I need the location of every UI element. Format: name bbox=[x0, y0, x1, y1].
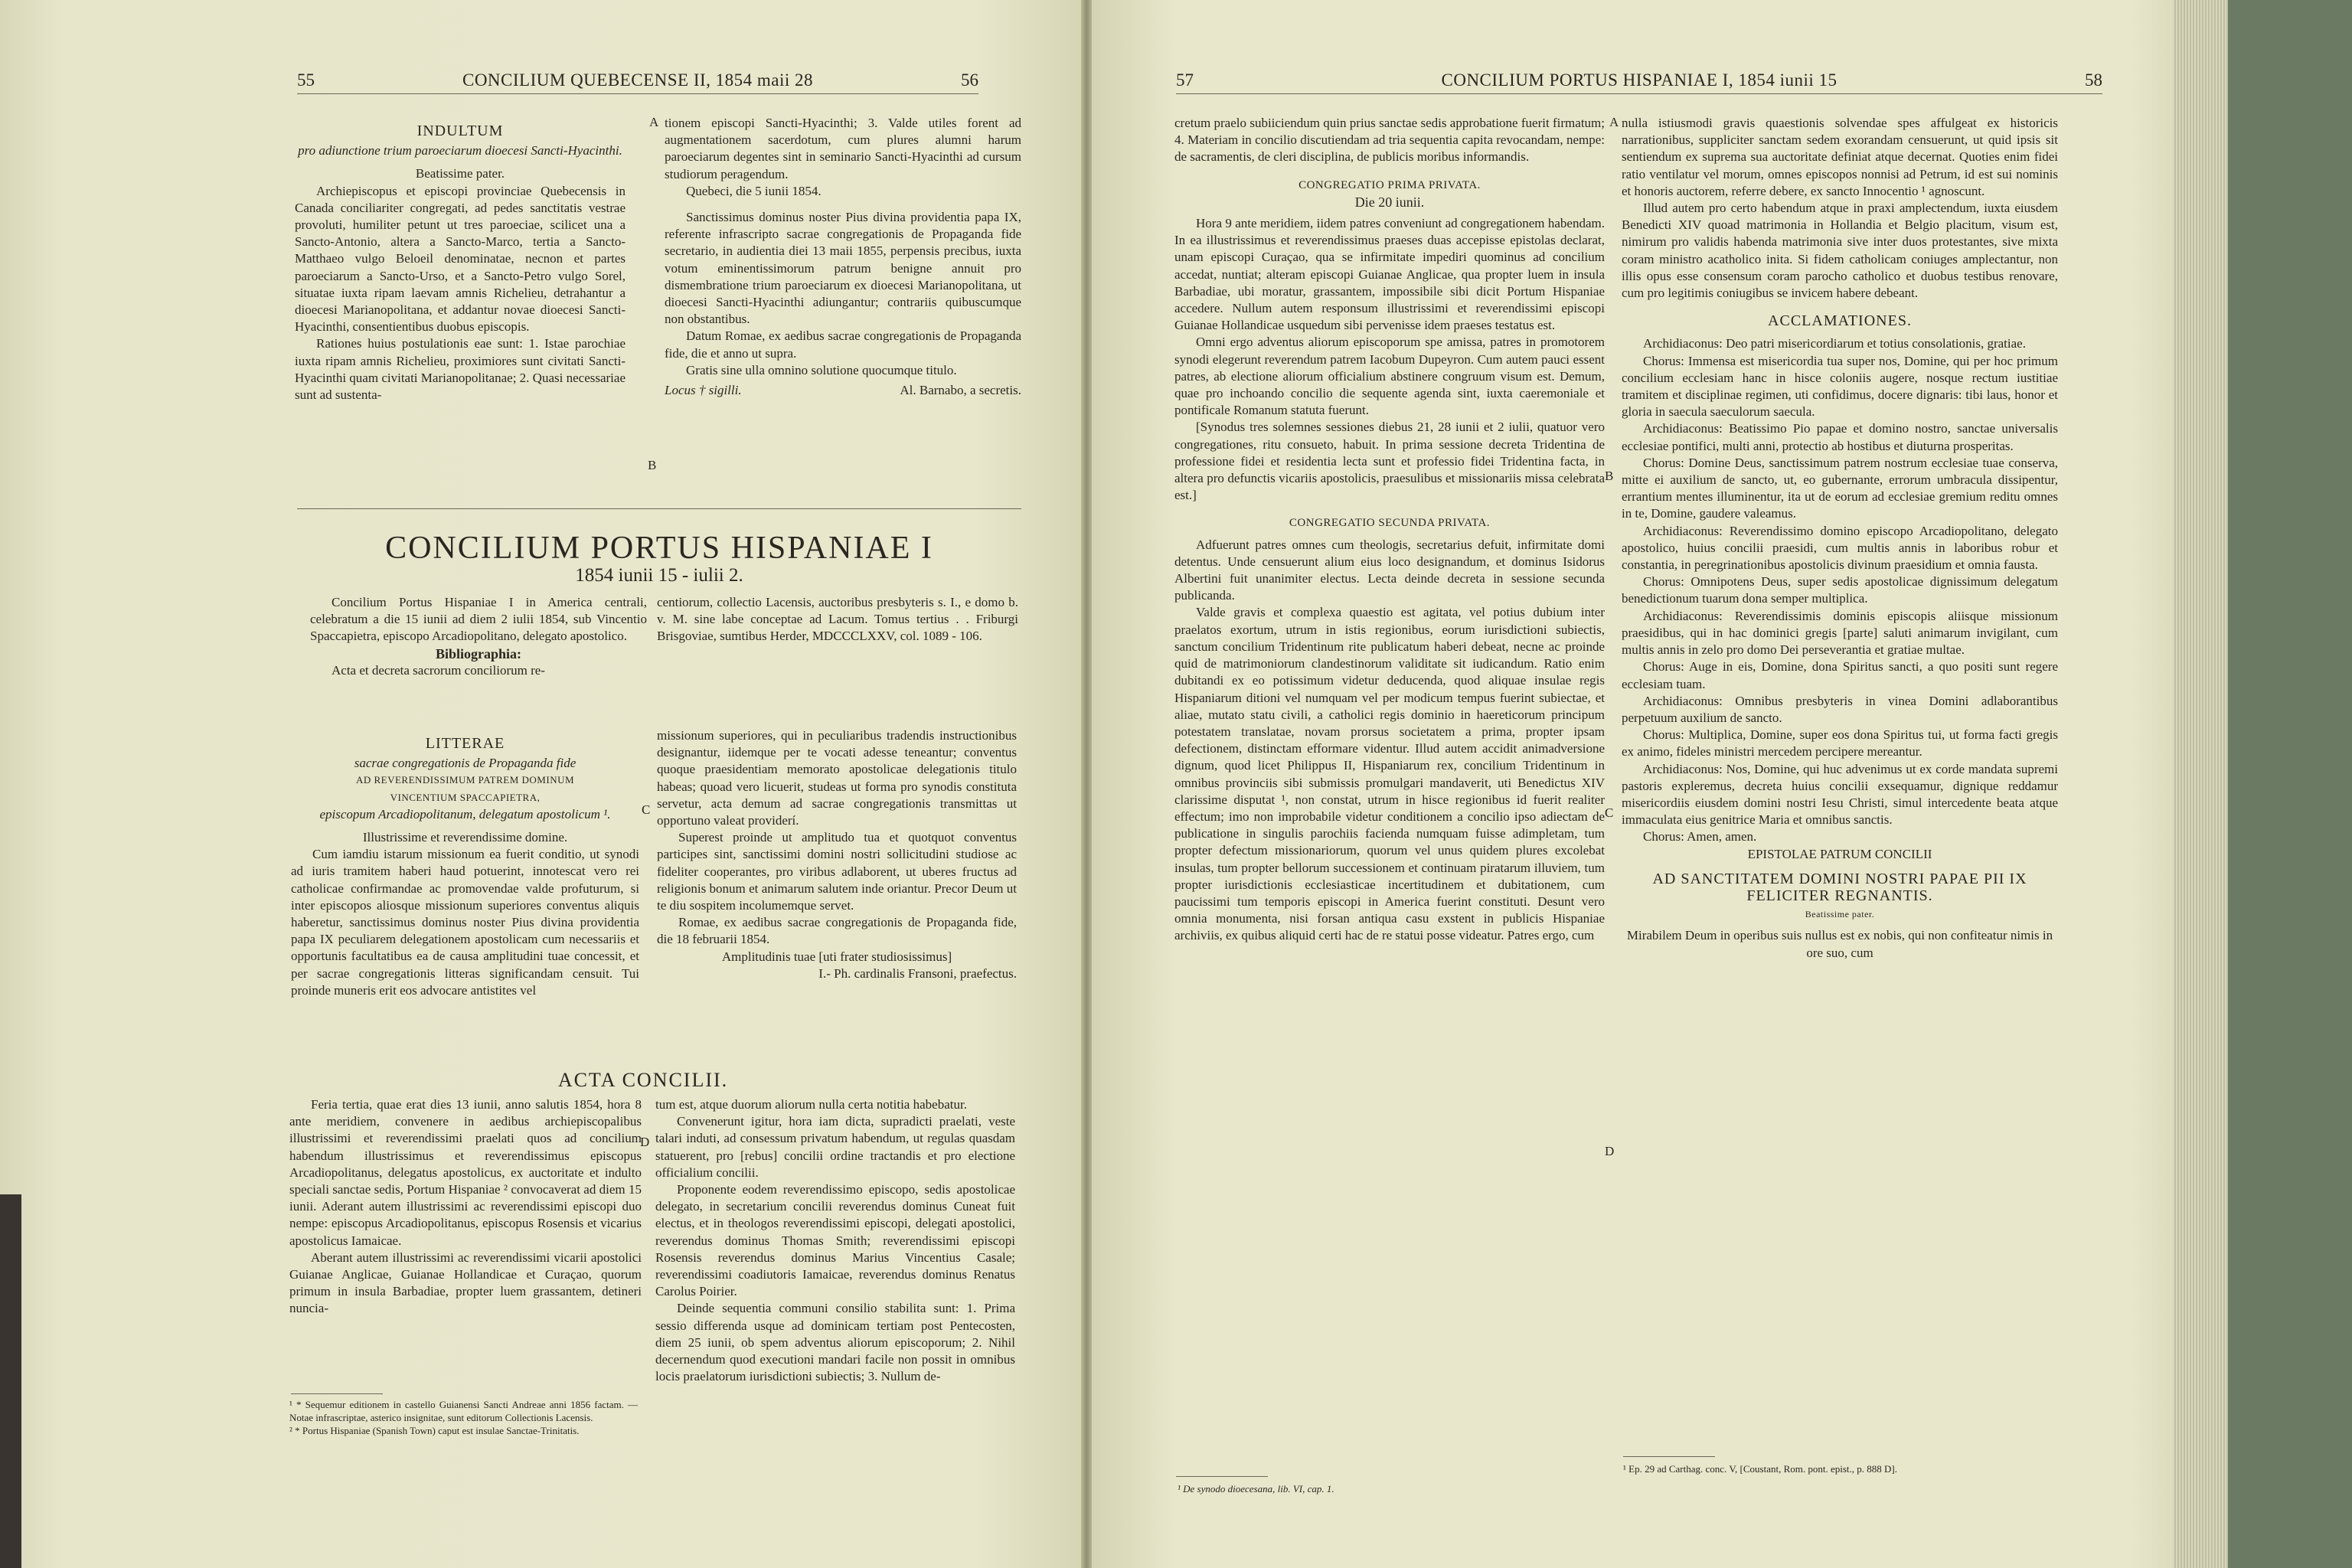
header-rule bbox=[297, 93, 978, 94]
addressee-title: episcopum Arcadiopolitanum, delegatum apostolicum ¹. bbox=[319, 806, 611, 822]
page-number: 55 bbox=[297, 70, 315, 90]
margin-letter: B bbox=[648, 458, 657, 472]
section-heading: LITTERAE bbox=[425, 735, 505, 752]
section-subheading: pro adiunctione trium paroeciarum dioecesi Sancti-Hyacinthi. bbox=[298, 143, 622, 158]
salutation: Beatissime pater. bbox=[415, 166, 505, 181]
acclamation: Archidiaconus: Reverendissimis dominis episcopis aliisque missionum praesidibus, qui in hac dominici gregis [parte] saluti animarum invigilant, cum multis annis in zelo pro domo Dei perseverantia et gratiae multae. bbox=[1622, 608, 2058, 658]
margin-letter: D bbox=[1605, 1144, 1615, 1158]
page-number: 58 bbox=[2085, 70, 2102, 90]
page-edges bbox=[2173, 0, 2228, 1568]
footnote: ¹ * Sequemur editionem in castello Guianensi Sancti Andreae anni 1856 factam. — Notae infrascriptae, asterico insignitae, sunt editorum Collectionis Lacensis. bbox=[289, 1399, 638, 1423]
paragraph: Datum Romae, ex aedibus sacrae congregationis de Propaganda fide, die et anno ut supra. bbox=[665, 328, 1021, 361]
margin-letter: C bbox=[642, 802, 651, 817]
paragraph: missionum superiores, qui in peculiaribus tradendis instructionibus designantur, iidemque per te vocati adesse teneantur; conventus quoque praesidentiam memorato apostolicae delegationis titulo habeas; quoad vero licuerit, studeas ut forma pro synodis constituta servetur, acta demum ad sacrae congregationis transmittas ut opportuno valeat providerí. bbox=[657, 728, 1017, 828]
margin-letter: D bbox=[640, 1135, 650, 1149]
margin-letter: C bbox=[1605, 805, 1614, 820]
background-surface bbox=[2228, 0, 2352, 1568]
acclamation: Archidiaconus: Reverendissimo domino episcopo Arcadiopolitano, delegato apostolico, huius concilii praesidi, cum multis annis in laboribus robur et constantia, in peregrinationibus apostolicis divinum praesidium et omnia fausta. bbox=[1622, 523, 2058, 573]
date-line: Die 20 iunii. bbox=[1354, 194, 1425, 210]
signatory: Al. Barnabo, a secretis. bbox=[900, 383, 1021, 398]
signatory: I.- Ph. cardinalis Fransoni, praefectus. bbox=[818, 965, 1017, 981]
date-line: Quebeci, die 5 iunii 1854. bbox=[686, 183, 822, 198]
acclamation: Chorus: Multiplica, Domine, super eos dona Spiritus tui, ut forma facti gregis ex animo, fideles ministri mercedem percipere mereantur. bbox=[1622, 727, 2058, 760]
paragraph: Deinde sequentia communi consilio stabilita sunt: 1. Prima sessio differenda usque ad dominicam tertiam post Pentecosten, diem 25 iunii, ob spem adventus aliorum episcoporum; 2. Nihil decernendum quod executioni mandari facile non possit in omnibus locis praelatorum iurisdictioni subiectis; 3. Nullum de- bbox=[655, 1301, 1015, 1384]
paragraph: Convenerunt igitur, hora iam dicta, supradicti praelati, veste talari induti, ad consessum privatum habendum, ut regulas quasdam statuerent, pro [rebus] concilii ordine tractandis et pro electione officialium concilii. bbox=[655, 1114, 1015, 1180]
paragraph: cretum praelo subiiciendum quin prius sanctae sedis approbatione fuerit firmatum; 4. Materiam in concilio discutiendam ad tria sequentia capita revocandam, nempe: de sacramentis, de cleri disciplina, de publicis moribus informandis. bbox=[1174, 116, 1605, 165]
paragraph: Concilium Portus Hispaniae I in America centrali, celebratum a die 15 iunii ad diem 2 iulii 1854, sub Vincentio Spaccapietra, episcopo Arcadiopolitano, delegato apostolico. bbox=[310, 595, 647, 644]
acta-heading: ACTA CONCILII. bbox=[557, 1069, 729, 1091]
paragraph: Gratis sine ulla omnino solutione quocumque titulo. bbox=[686, 362, 957, 377]
title-rule bbox=[297, 508, 1021, 509]
column-text bbox=[310, 594, 647, 679]
paragraph: Feria tertia, quae erat dies 13 iunii, anno salutis 1854, hora 8 ante meridiem, convenere in aedibus archiepiscopalibus illustrissimi et reverendissimi praelati quos ad concilium habendum illustrissimus et reverendissimus episcopus Arcadiopolitanus, delegatus apostolicus, ex auctoritate et indulto speciali sanctae sedis, Portum Hispaniae ² convocaverat ad diem 15 iunii. Aderant autem illustrissimi ac reverendissimi episcopi duo nempe: episcopus Arcadiopolitanus, episcopus Rosensis et vicarius apostolicus Iamaicae. bbox=[289, 1097, 642, 1248]
acclamation: Archidiaconus: Beatissimo Pio papae et domino nostro, sanctae universalis ecclesiae pontifici, multi anni, protectio ab hostibus et diuturna prosperitas. bbox=[1622, 421, 2058, 453]
column-text bbox=[289, 1096, 642, 1318]
signature-line bbox=[665, 382, 1021, 399]
column-text bbox=[665, 115, 1021, 399]
paragraph: Valde gravis et complexa quaestio est agitata, vel potius dubium inter praelatos exortum, utrum in istis regionibus, eorum iurisdictioni subiectis, sanctum concilium Tridentinum rite publicatum haberi debeat, necne ac proinde quid de matrimoniorum clandestinorum validitate sit iudicandum. Ratio enim dubitandi ex eo potissimum videtur deducenda, quod aliquae insulae regis Hispaniarum ditioni vel numquam vel per modicum tempus fuerint subiectae, et aliae, mutato statu civili, a catholici regis dominio in haereticorum principum potestatem translatae, novam prorsus societatem a prima, propter ipsam defectionem, distinctam efformare videntur. Illud autem accidit animadversione dignum, quod licet Philippus II, Hispaniarum rex, concilium Tridentinum in omnibus provinciis sibi submissis promulgari mandaverit, uti Benedictus XIV clarissime disputat ¹, non constat, utrum in hisce regionibus id fuerit realiter effectum; imo non improbabile videtur conditionem a concilio ipso adiectam de publicatione in singulis parochiis facienda numquam fuisse adimpletam, tum propter defectum missionariorum, quorum vel unus quidem plures excolebat insulas, tum propter bellorum successionem et continuam piratarum illuviem, tum propter iurisdictionis ecclesiasticae incertitudinem et dubitationem, cum paucissimi tum temporis episcopi in America fuerint constituti. Desunt vero omnia monumenta, nisi forsan antiqua casu exstent in publicis Hispaniae archiviis, ex quibus aliquid certi hac de re statui posse videatur. Patres ergo, cum bbox=[1174, 605, 1605, 943]
paragraph: Romae, ex aedibus sacrae congregationis de Propaganda fide, die 18 februarii 1854. bbox=[657, 915, 1017, 947]
paragraph: Aberant autem illustrissimi ac reverendissimi vicarii apostolici Guianae Anglicae, Guianae Hollandicae et Curaçao, quorum primum in insula Barbadiae, propter luem grassantem, detineri nuncia- bbox=[289, 1250, 642, 1316]
bibliography-heading: Bibliographia: bbox=[435, 645, 522, 662]
paragraph: Archiepiscopus et episcopi provinciae Quebecensis in Canada conciliariter congregati, ad pedes sanctitatis vestrae provoluti, humiliter petunt ut tres paroeciae, scilicet una a Sancto-Antonio, altera a Sancto-Marco, tertia a Sancto-Matthaeo vulgo Beloeil denominatae, necnon et partes paroeciarum a Sancto-Urso, et a Sancto-Petro vulgo Sorel, situatae iuxta ripam laevam amnis Richelieu, detrahantur a dioecesi Marianopolitana, et addantur novae dioecesi Sancti-Hyacinthi, consentientibus duobus episcopis. bbox=[295, 183, 626, 335]
paragraph: Acta et decreta sacrorum conciliorum re- bbox=[332, 662, 545, 678]
paragraph: Sanctissimus dominus noster Pius divina providentia papa IX, referente infrascripto sacrae congregationis de Propaganda fide secretario, in audientia diei 13 maii 1855, perpensis precibus, iuxta votum eminentissimorum patrum benigne annuit pro dismembratione trium paroeciarum ex dioecesi Marianopolitana, ut dioecesi Sancti-Hyacinthi adiungantur; contrariis quibuscumque non obstantibus. bbox=[665, 210, 1021, 327]
margin-letter: B bbox=[1605, 469, 1614, 483]
column-text bbox=[1622, 115, 2058, 962]
paragraph: Omni ergo adventus aliorum episcoporum spe amissa, patres in promotorem synodi elegerunt reverendum patrem Iacobum Dupeyron. Cum autem pauci essent patres, ab electione aliorum officialium abstinere congruum visum est. Demum, quae pro inchoando concilio die sequente agenda sint, iuxta caeremoniale et pontificale Romanum statuta fuerunt. bbox=[1174, 335, 1605, 418]
footnotes bbox=[289, 1398, 638, 1437]
salutation: Mirabilem Deum in operibus suis nullus est ex nobis, qui non confiteatur nimis in ore suo, cum bbox=[1626, 928, 2053, 960]
paragraph: Illud autem pro certo habendum atque in praxi amplectendum, iuxta eiusdem Benedicti XIV quoad matrimonia in Hollandia et Belgio placitum, visum est, nimirum pro validis habenda matrimonia sive inter duos protestantes, sive mixta coram ministro acatholico inita. Si fidem catholicam coniuges amplectantur, non illis opus esse consensum coram parocho catholico et duobus testibus renovare, cum pro legitimis coniugibus se invicem habere debeant. bbox=[1622, 201, 2058, 301]
footnote-rule bbox=[1176, 1476, 1268, 1477]
acclamation: Chorus: Domine Deus, sanctissimum patrem nostrum ecclesiae tuae conserva, mitte ei auxilium de sancto, ut, eo gubernante, errorum umbracula dissipentur, errantium mentes illuminentur, ita ut de eorum ad ecclesiae gremium reditu omnes in te, Domine, gaudere valeamus. bbox=[1622, 455, 2058, 521]
column-text bbox=[657, 727, 1017, 982]
running-title: CONCILIUM PORTUS HISPANIAE I, 1854 iunii 15 bbox=[1441, 70, 1838, 90]
column-text bbox=[1174, 115, 1605, 945]
paragraph: Hora 9 ante meridiem, iidem patres conveniunt ad congregationem habendam. In ea illustrissimus et reverendissimus praeses duas accepisse epistolas declarat, unam episcopi Curaçao, qua se infirmitate impediri quominus ad concilium accedat, nuntiat; alteram episcopi Guianae Anglicae, qua propter luem in insula Barbadiae, ubi moratur, grassantem, impossibile sibi dicit Portum Hispaniae accedere. Nullum autem responsum illustrissimi et reverendissimi episcopi Guianae Hollandicae usquedum sibi pervenisse idem praeses testatus est. bbox=[1174, 216, 1605, 333]
acclamation: Chorus: Immensa est misericordia tua super nos, Domine, qui per hoc primum concilium ecclesiam hanc in hisce coloniis augere, nosque rectum iustitiae tramitem et disciplinae regimen, uti confidimus, docere dignaris: tibi laus, honor et gloria in saecula saeculorum saecula. bbox=[1622, 353, 2058, 420]
page-number: 57 bbox=[1176, 70, 1194, 90]
acclamation: Archidiaconus: Deo patri misericordiarum et totius consolationis, gratiae. bbox=[1643, 336, 2026, 351]
section-heading: AD SANCTITATEM DOMINI NOSTRI PAPAE PII IX FELICITER REGNANTIS. bbox=[1652, 870, 2027, 904]
column-text bbox=[655, 1096, 1015, 1385]
paragraph: Superest proinde ut amplitudo tua et quotquot conventus participes sint, sanctissimi domini nostri sollicitudini studiose ac fideliter cooperantes, pro viribus adlaborent, ut uberes fructus ad religionis bonum et animarum salutem inde oriantur. Precor Deum ut te diu sospitem incolumemque servet. bbox=[657, 830, 1017, 913]
acclamation: Chorus: Auge in eis, Domine, dona Spiritus sancti, a quo positi sunt regere ecclesiam tuam. bbox=[1622, 659, 2058, 691]
paragraph: tum est, atque duorum aliorum nulla certa notitia habebatur. bbox=[655, 1097, 967, 1112]
footnote-rule bbox=[291, 1393, 383, 1394]
acclamation: Chorus: Omnipotens Deus, super sedis apostolicae dignissimum delegatum benedictionum tuarum dona semper multiplica. bbox=[1622, 574, 2058, 606]
paragraph: nulla istiusmodi gravis quaestionis solvendae spes affulgeat ex historicis narrationibus, suppliciter sanctam sedem exorandam censuerunt, ut quid ipsis sit sentiendum ex suprema sua auctoritate definiat atque decernat. Quoties enim fidei ratio ventilatur vel morum, omnes episcopos nonnisi ad Petrum, id est sui nominis et honoris auctorem, referre debere, ex sancto Innocentio ¹ agnoscunt. bbox=[1622, 116, 2058, 198]
paragraph: centiorum, collectio Lacensis, auctoribus presbyteris s. I., e domo b. v. M. sine labe conceptae ad Lacum. Tomus tertius . . Friburgi Brisgoviae, sumtibus Herder, MDCCCLXXV, col. 1089 - 106. bbox=[657, 595, 1018, 644]
right-page bbox=[1092, 0, 2173, 1568]
running-title: CONCILIUM QUEBECENSE II, 1854 maii 28 bbox=[462, 70, 814, 90]
column-text bbox=[657, 594, 1018, 645]
paragraph: Proponente eodem reverendissimo episcopo, sedis apostolicae delegato, in secretarium concilii reverendus dominus Cuneat fuit electus, et in theologos reverendissimi episcopi, delegati apostolici, reverendus dominus Thomas Smith; reverendissimi episcopi Rosensis reverendus dominus Marius Vincentius Casale; reverendissimi coadiutoris Iamaicae, reverendus dominus Renatus Carolus Poirier. bbox=[655, 1182, 1015, 1299]
footnote: ¹ De synodo dioecesana, lib. VI, cap. 1. bbox=[1178, 1483, 1334, 1494]
acclamation: Archidiaconus: Nos, Domine, qui huc advenimus ut ex corde mandata supremi pastoris expleremus, decreta huius concilii exsequamur, dignique reddamur misericordiis eiusdem domini nostri Iesu Christi, simul intercedente beata atque immaculata eius genitrice Maria et omnibus sanctis. bbox=[1622, 761, 2058, 828]
page-shadow bbox=[0, 1194, 21, 1568]
paragraph: [Synodus tres solemnes sessiones diebus 21, 28 iunii et 2 iulii, quatuor vero congregationes, ritu consueto, habuit. In prima sessione decreta Tridentina de professione fidei et residentia lecta sunt et professio fidei Tridentina facta, in altera pro defunctis vicariis apostolicis, praesulibus et missionariis missa celebrata est.] bbox=[1174, 420, 1605, 503]
paragraph: Rationes huius postulationis eae sunt: 1. Istae parochiae iuxta ripam amnis Richelieu, proximiores sunt civitati Sancti-Hyacinthi quam civitati Marianopolitanae; 2. Quasi necessariae sunt ad sustenta- bbox=[295, 336, 626, 403]
paragraph: Adfuerunt patres omnes cum theologis, secretarius defuit, infirmitate domi detentus. Unde censuerunt alium eius loco designandum, et dominus Isidorus Albertini fuit unanimiter electus. Lecta deinde decreta in sessione secunda publicanda. bbox=[1174, 537, 1605, 603]
book-gutter bbox=[1081, 0, 1092, 1568]
closing-line: Amplitudinis tuae [uti frater studiosissimus] bbox=[721, 949, 952, 964]
council-subtitle: 1854 iunii 15 - iulii 2. bbox=[575, 565, 743, 586]
acclamation: EPISTOLAE PATRUM CONCILII bbox=[1747, 846, 1932, 861]
seal-text: Locus † sigilli. bbox=[665, 383, 742, 398]
acclamation: Archidiaconus: Omnibus presbyteris in vinea Domini adlaborantibus perpetuum auxilium de sancto. bbox=[1622, 693, 2058, 725]
section-subheading: sacrae congregationis de Propaganda fide bbox=[354, 756, 577, 771]
section-subheading: Beatissime pater. bbox=[1805, 909, 1875, 920]
margin-letter: A bbox=[649, 115, 659, 129]
page-number: 56 bbox=[961, 70, 978, 90]
section-heading: CONGREGATIO SECUNDA PRIVATA. bbox=[1289, 517, 1491, 530]
footnote: ² * Portus Hispaniae (Spanish Town) caput est insulae Sanctae-Trinitatis. bbox=[289, 1425, 580, 1436]
section-heading: CONGREGATIO PRIMA PRIVATA. bbox=[1298, 178, 1481, 191]
column-text bbox=[291, 727, 639, 999]
council-title: CONCILIUM PORTUS HISPANIAE I bbox=[385, 531, 933, 566]
paragraph: Cum iamdiu istarum missionum ea fuerit conditio, ut synodi ad iuris tramitem haberi haud potuerint, innotescat vero rei catholicae confirmandae ac promovendae valde profuturum, si inter episcopos aliosque missionum superiores conventus aliquis haberetur, sanctissimus dominus noster Pius divina providentia papa IX peculiarem delegationem apostolicam cum necessariis et opportunis facultatibus ea de causa amplitudini tuae concessit, et per sacrae congregationis litteras significandam censuit. Tui proinde muneris erit eos advocare antistites vel bbox=[291, 847, 639, 998]
margin-letter: A bbox=[1609, 115, 1619, 129]
left-page bbox=[0, 0, 1081, 1568]
section-heading: ACCLAMATIONES. bbox=[1768, 312, 1912, 330]
section-heading: INDULTUM bbox=[416, 122, 504, 139]
salutation: Illustrissime et reverendissime domine. bbox=[362, 830, 568, 845]
column-text bbox=[295, 115, 626, 403]
header-rule bbox=[1176, 93, 2102, 94]
addressee-line: AD REVERENDISSIMUM PATREM DOMINUM bbox=[355, 774, 575, 786]
acclamation: Chorus: Amen, amen. bbox=[1643, 829, 1757, 844]
footnote: ¹ Ep. 29 ad Carthag. conc. V, [Coustant, Rom. pont. epist., p. 888 D]. bbox=[1623, 1463, 1897, 1475]
footnote-rule bbox=[1623, 1456, 1715, 1457]
paragraph: tionem episcopi Sancti-Hyacinthi; 3. Valde utiles forent ad augmentationem sacerdotum, cum plures alumni harum paroeciarum degentes sint in seminario Sancti-Hyacinthi ad cursum studiorum peragendum. bbox=[665, 116, 1021, 181]
addressee-name: VINCENTIUM SPACCAPIETRA, bbox=[390, 791, 541, 803]
